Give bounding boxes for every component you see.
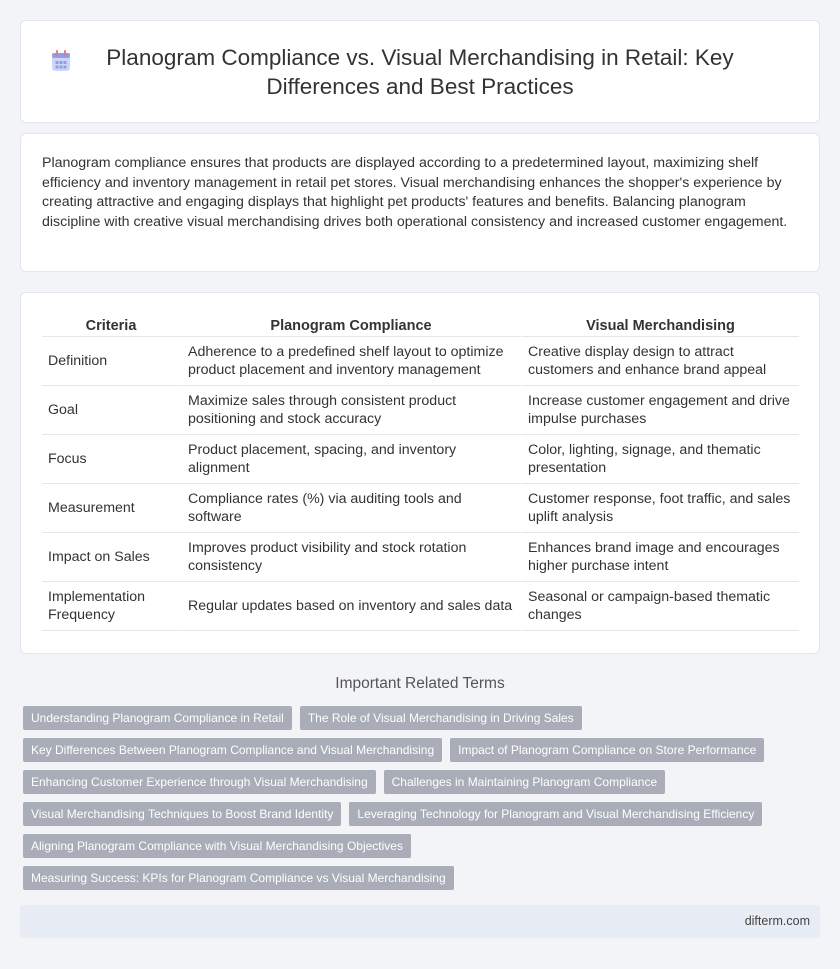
row-planogram: Product placement, spacing, and inventory alignment (182, 435, 522, 484)
intro-card (20, 133, 820, 272)
related-term-link[interactable]: The Role of Visual Merchandising in Driving Sales (300, 706, 582, 730)
related-terms-list (23, 706, 783, 890)
related-term-link[interactable]: Key Differences Between Planogram Compliance and Visual Merchandising (23, 738, 442, 762)
table-row (42, 533, 799, 582)
table-row (42, 386, 799, 435)
row-criteria: Measurement (42, 484, 182, 533)
related-term-link[interactable]: Measuring Success: KPIs for Planogram Compliance vs Visual Merchandising (23, 866, 454, 890)
related-term-link[interactable]: Visual Merchandising Techniques to Boost Brand Identity (23, 802, 341, 826)
table-row (42, 582, 799, 631)
row-criteria: Focus (42, 435, 182, 484)
row-criteria: Impact on Sales (42, 533, 182, 582)
row-criteria: Goal (42, 386, 182, 435)
related-term-link[interactable]: Aligning Planogram Compliance with Visual Merchandising Objectives (23, 834, 411, 858)
related-term-link[interactable]: Challenges in Maintaining Planogram Compliance (384, 770, 665, 794)
related-term-link[interactable]: Understanding Planogram Compliance in Retail (23, 706, 292, 730)
related-term-link[interactable]: Enhancing Customer Experience through Visual Merchandising (23, 770, 376, 794)
related-term-link[interactable]: Leveraging Technology for Planogram and Visual Merchandising Efficiency (349, 802, 762, 826)
row-visual: Enhances brand image and encourages higher purchase intent (522, 533, 799, 582)
table-row (42, 435, 799, 484)
header-criteria: Criteria (42, 315, 182, 337)
footer (20, 905, 820, 938)
header-visual: Visual Merchandising (522, 315, 799, 337)
title-card (20, 20, 820, 123)
intro-paragraph: Planogram compliance ensures that products are displayed according to a predetermined layout, maximizing shelf efficiency and inventory management in retail pet stores. Visual merchandising enhances the shopper's experience by creating attractive and engaging displays that highlight pet products' features and benefits. Balancing planogram discipline with creative visual merchandising drives both operational consistency and increased customer engagement. (42, 155, 788, 231)
row-visual: Creative display design to attract customers and enhance brand appeal (522, 337, 799, 386)
row-visual: Seasonal or campaign-based thematic changes (522, 582, 799, 631)
row-planogram: Maximize sales through consistent product positioning and stock accuracy (182, 386, 522, 435)
row-visual: Increase customer engagement and drive impulse purchases (522, 386, 799, 435)
row-planogram: Regular updates based on inventory and sales data (182, 582, 522, 631)
footer-site[interactable]: difterm.com (744, 914, 810, 928)
comparison-card (20, 292, 820, 654)
header-planogram: Planogram Compliance (182, 315, 522, 337)
row-planogram: Adherence to a predefined shelf layout to optimize product placement and inventory management (182, 337, 522, 386)
related-term-link[interactable]: Impact of Planogram Compliance on Store Performance (450, 738, 764, 762)
row-criteria: Definition (42, 337, 182, 386)
table-row (42, 484, 799, 533)
page-title: Planogram Compliance vs. Visual Merchandising in Retail: Key Differences and Best Practices (106, 44, 734, 99)
table-row (42, 337, 799, 386)
comparison-table (42, 315, 799, 631)
row-planogram: Improves product visibility and stock rotation consistency (182, 533, 522, 582)
related-terms-title: Important Related Terms (335, 675, 505, 692)
row-criteria: Implementation Frequency (42, 582, 182, 631)
row-planogram: Compliance rates (%) via auditing tools and software (182, 484, 522, 533)
row-visual: Color, lighting, signage, and thematic presentation (522, 435, 799, 484)
row-visual: Customer response, foot traffic, and sales uplift analysis (522, 484, 799, 533)
table-header-row (42, 315, 799, 337)
